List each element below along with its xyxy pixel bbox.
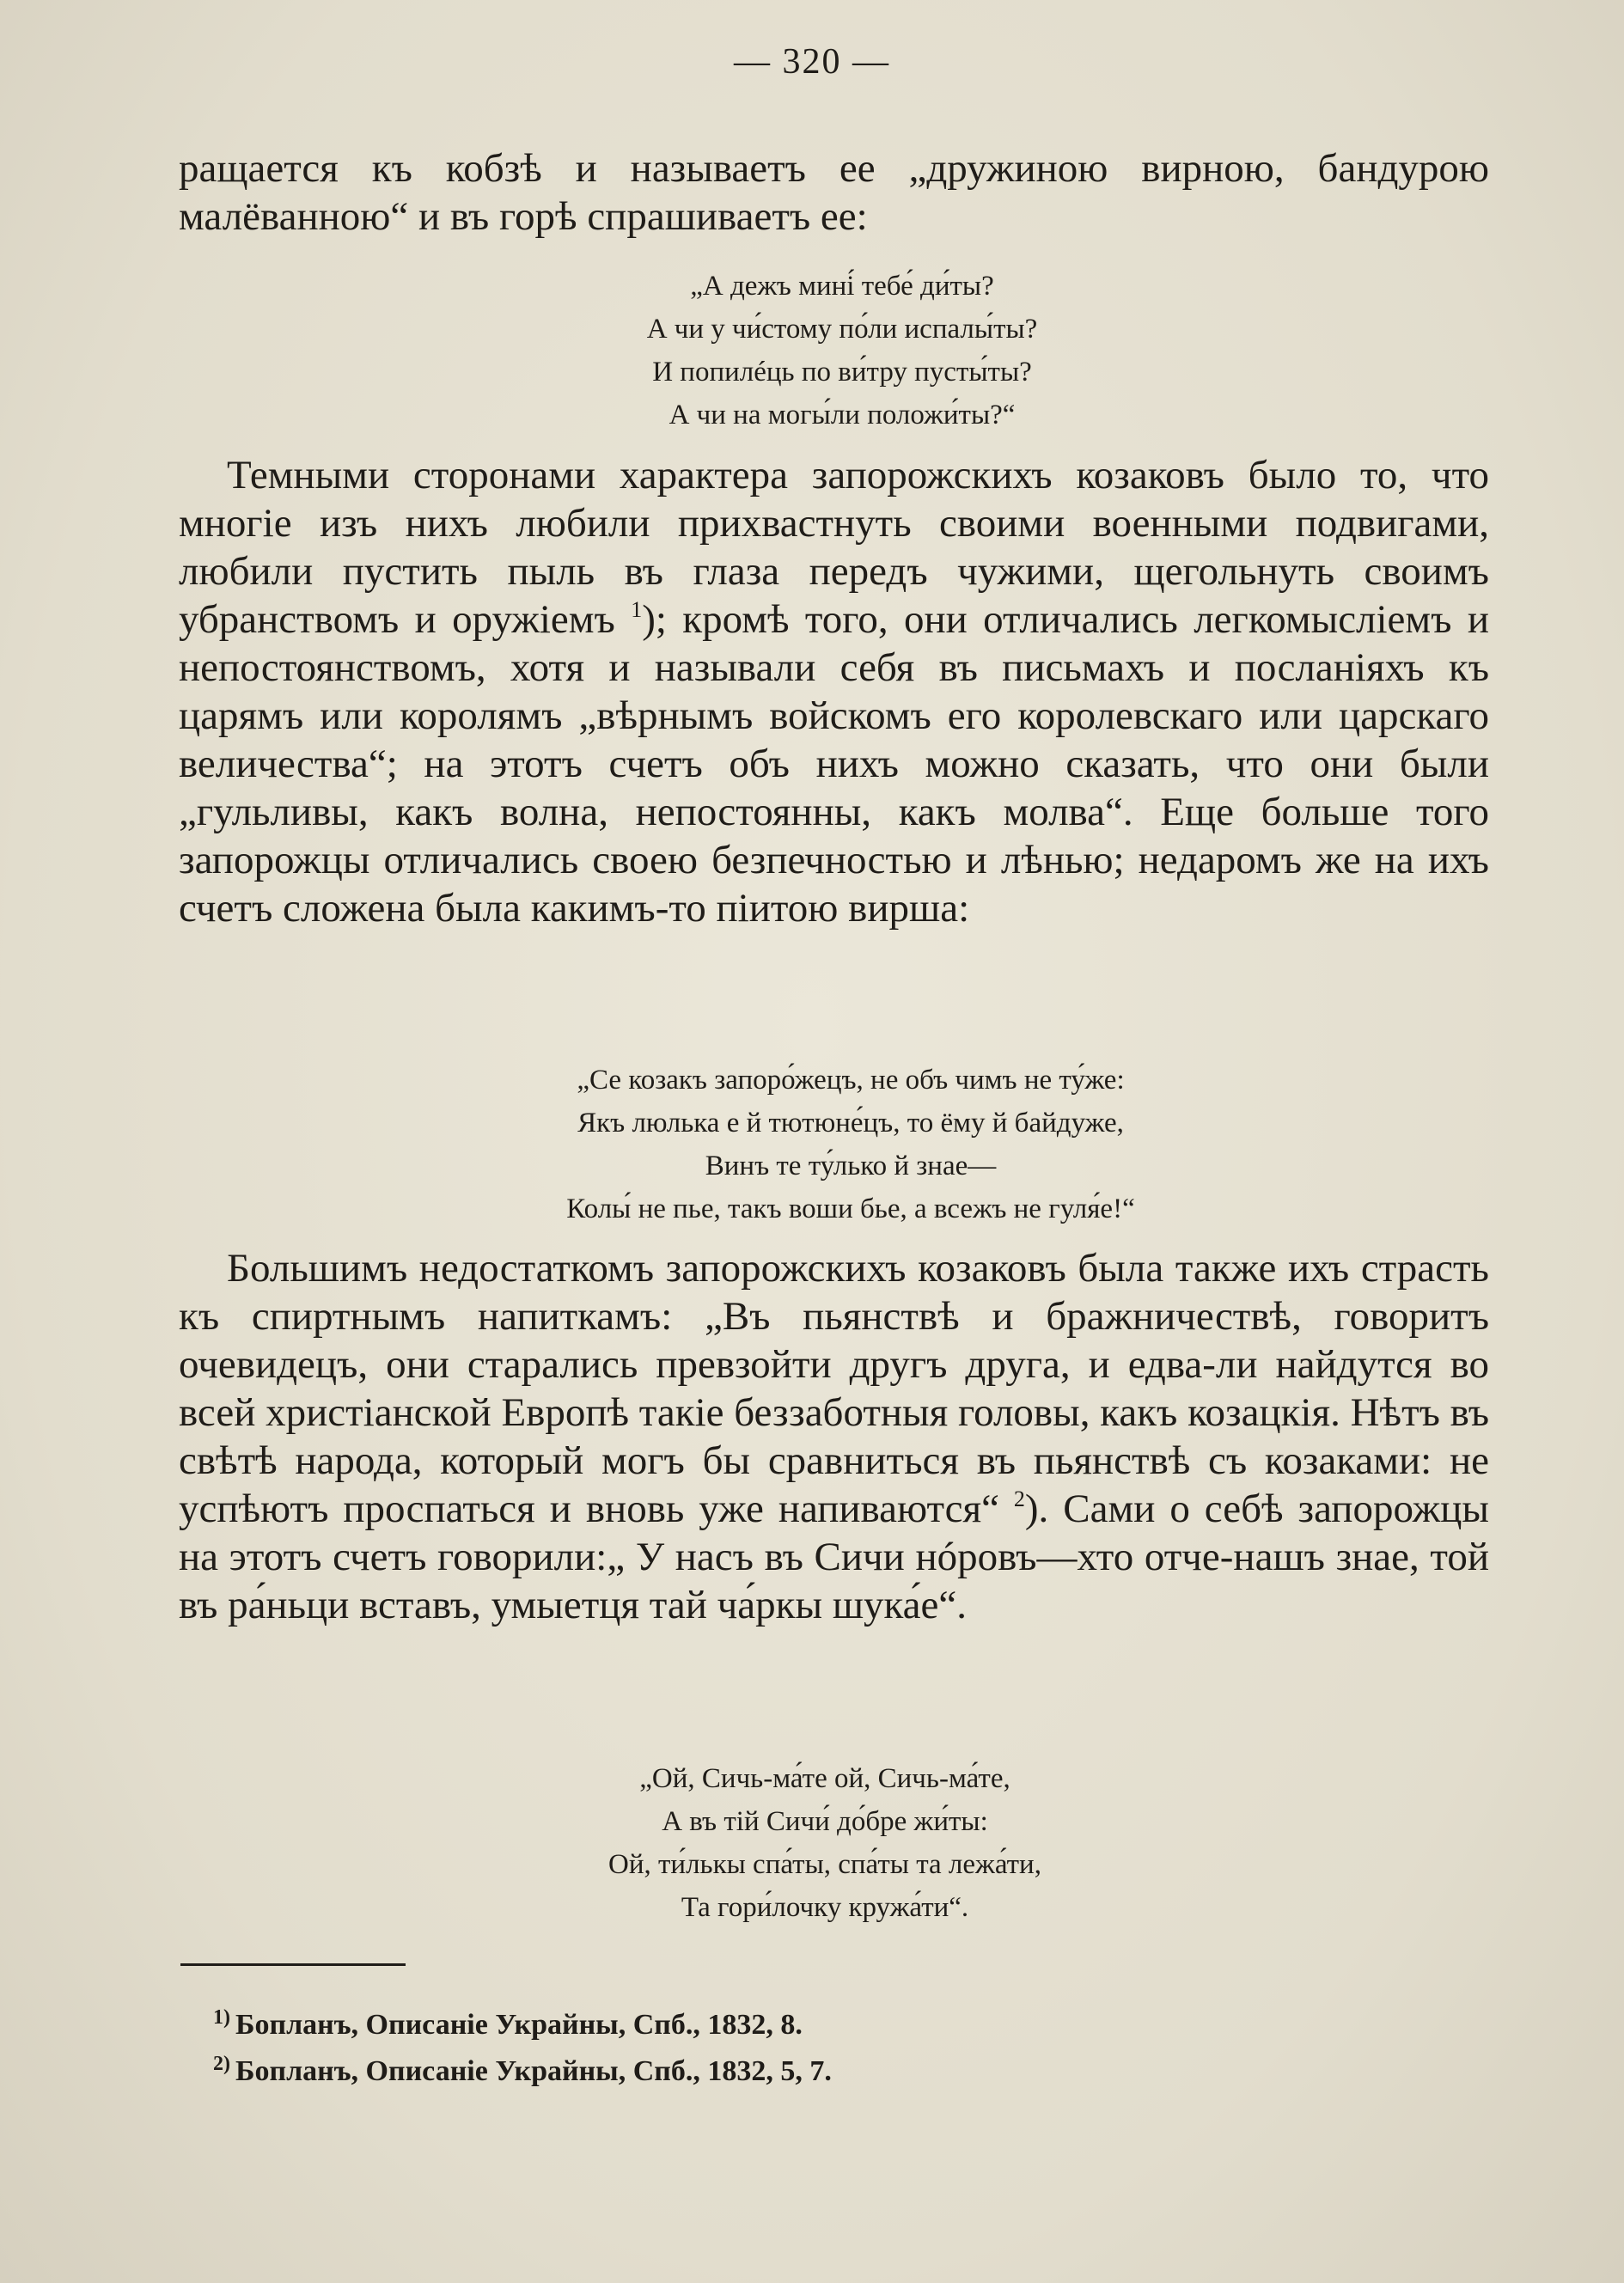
verse-line: „Се козакъ запоро́жецъ, не объ чимъ не ту́же: [577,1065,1125,1096]
footnote-reference: 1 [631,597,643,622]
verse-line: И попилéць по ви́тру пусты́ты? [652,357,1032,388]
footnotes [213,2002,832,2095]
verse-line: „А дежъ мині́ тебе́ ди́ты? [690,271,994,302]
page-number: — 320 — [734,42,890,82]
footnote-mark: 2) [213,2053,230,2075]
verse-line: А чи на могы́ли положи́ты?“ [669,400,1016,430]
verse-line: Та гори́лочку кружа́ти“. [681,1892,969,1923]
verse-zaporozhets [361,1059,1340,1230]
verse-line: Колы́ не пье, такъ воши бье, а всежъ не гуля́е!“ [566,1193,1135,1224]
paragraph-text [179,1244,1489,1629]
verse-line: Ой, ти́лькы спа́ты, спа́ты та лежа́ти, [608,1849,1041,1880]
footnote-divider [180,1963,406,1966]
verse-line: „Ой, Сичь-ма́те ой, Сичь-ма́те, [639,1763,1010,1794]
paragraph-text-part: Большимъ недостаткомъ запорожскихъ козаковъ была также ихъ страсть къ спиртнымъ напиткамъ: „Въ пьянствѣ и бражничествѣ, говоритъ очевидецъ, они старались превзойти другъ друга, и едва-ли найдутся во всей христіанской Европѣ такіе беззаботныя головы, какъ козацкія. Нѣтъ въ свѣтѣ народа, который могъ бы сравниться въ пьянствѣ съ козаками: не успѣютъ проспаться и вновь уже напиваются“ [179,1246,1489,1531]
verse-line: А чи у чи́стому по́ли испалы́ты? [646,314,1038,345]
paragraph-text [179,451,1489,932]
footnote-reference: 2 [1013,1486,1025,1511]
verse-kobza [516,265,1169,436]
paragraph-text-part: ); кромѣ того, они отличались легкомысліемъ и непостоянствомъ, хотя и называли себя въ письмахъ и посланіяхъ къ царямъ или королямъ „вѣрнымъ войскомъ его королевскаго или царскаго величества“; на этотъ счетъ объ нихъ можно сказать, что они были „гульливы, какъ волна, непостоянны, какъ молва“. Еще больше того запорожцы отличались своею безпечностью и лѣнью; недаромъ же на ихъ счетъ сложена была какимъ-то піитою вирша: [179,597,1489,931]
paragraph-text-part: Темными сторонами характера запорожскихъ козаковъ было то, что многіе изъ нихъ любили прихвастнуть своими военными подвигами, любили пустить пыль въ глаза передъ чужими, щегольнуть своимъ убранствомъ и оружіемъ [179,453,1489,642]
verse-line: Якъ люлька е й тютюне́цъ, то ёму й байдуже, [577,1108,1124,1138]
paragraph-2 [179,451,1489,932]
verse-line: А въ тій Сичи́ до́бре жи́ты: [662,1806,988,1837]
footnote-mark: 1) [213,2006,230,2029]
paragraph-3 [179,1244,1489,1629]
paragraph-1 [179,144,1489,241]
footnote-1 [213,2002,832,2048]
footnote-text: Бопланъ, Описаніе Украйны, Спб., 1832, 5, 7. [235,2055,832,2087]
verse-line: Винъ те ту́лько й знае— [705,1151,997,1181]
paragraph-text: ращается къ кобзѣ и называетъ ее „дружиною вирною, бандурою малёванною“ и въ горѣ спрашиваетъ ее: [179,146,1489,239]
footnote-2 [213,2048,832,2095]
paragraph-text-part: ). Сами о себѣ запорожцы на этотъ счетъ говорили:„ У насъ въ Сичи нóровъ—хто отче-нашъ знае, той въ ра́ньци вставъ, умыетця тай ча́ркы шука́е“. [179,1486,1489,1627]
verse-sich [516,1757,1134,1929]
footnote-text: Бопланъ, Описаніе Украйны, Спб., 1832, 8. [235,2009,803,2041]
